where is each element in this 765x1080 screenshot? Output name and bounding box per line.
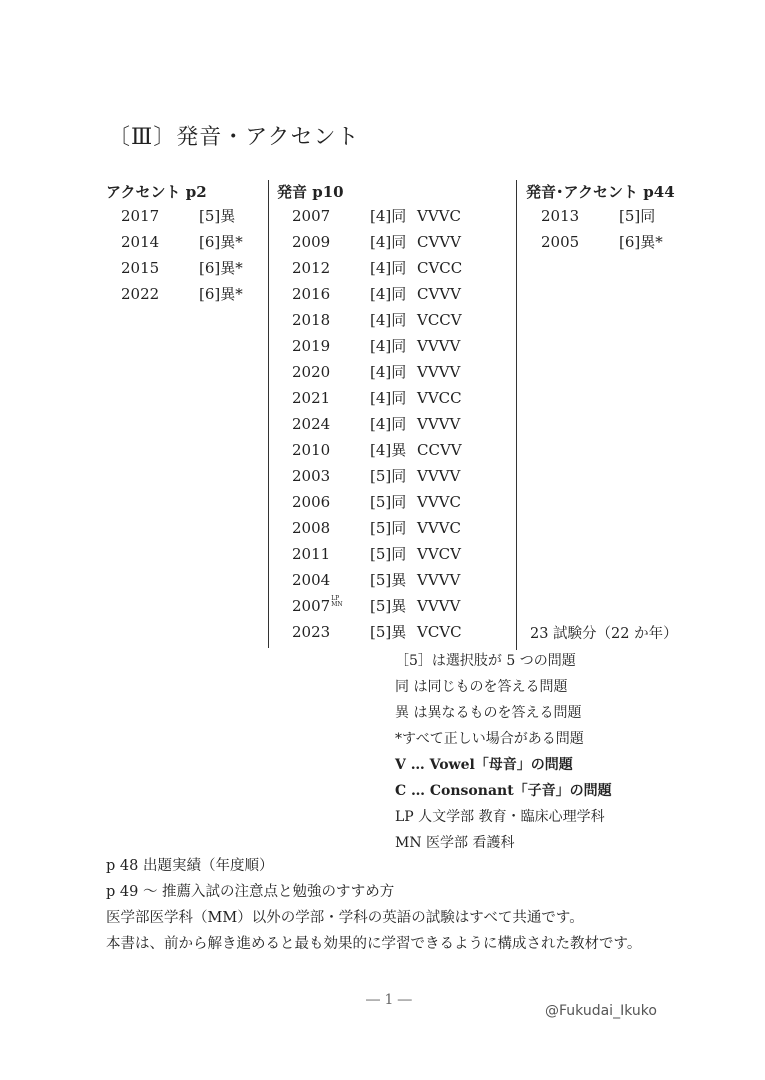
list-item: [292, 437, 512, 463]
faculty-stack: [331, 596, 342, 608]
year: 2019: [292, 337, 331, 355]
year: 2014: [121, 233, 160, 251]
note-line: 医学部医学科（MM）以外の学部・学科の英語の試験はすべて共通です。: [106, 910, 584, 926]
accent-column-header: アクセント p2: [106, 183, 207, 201]
question-code: [5]同: [370, 519, 407, 537]
question-code: [4]同: [370, 389, 407, 407]
question-code: [5]異: [370, 597, 407, 615]
list-item: [292, 593, 512, 619]
sound-pattern: VVCC: [417, 389, 462, 407]
question-code: [5]異: [199, 207, 236, 225]
sound-pattern: VVVC: [417, 207, 461, 225]
year-with-subscript: [292, 593, 343, 619]
pronunciation-accent-list: [541, 203, 691, 255]
sound-pattern: VVVV: [417, 467, 461, 485]
year: 2003: [292, 467, 331, 485]
year: 2009: [292, 233, 331, 251]
sound-pattern: VCVC: [417, 623, 462, 641]
notes: [106, 853, 641, 957]
year: 2018: [292, 311, 331, 329]
list-item: [292, 619, 512, 645]
sound-pattern: VVVV: [417, 363, 461, 381]
question-code: [4]同: [370, 311, 407, 329]
list-item: [292, 463, 512, 489]
sound-pattern: VVVV: [417, 571, 461, 589]
column-divider: [268, 180, 269, 648]
column-divider: [516, 180, 517, 650]
year: 2020: [292, 363, 331, 381]
page-number: ― 1 ―: [366, 992, 412, 1008]
list-item: [292, 385, 512, 411]
year: 2008: [292, 519, 331, 537]
accent-list: [121, 203, 261, 307]
year: 2017: [121, 207, 160, 225]
question-code: [4]同: [370, 207, 407, 225]
year: 2007: [292, 207, 331, 225]
question-code: [5]同: [370, 545, 407, 563]
year: 2005: [541, 233, 580, 251]
sound-pattern: CCVV: [417, 441, 462, 459]
sound-pattern: CVVV: [417, 233, 461, 251]
legend-item: MN 医学部 看護科: [395, 835, 515, 851]
year: 2013: [541, 207, 580, 225]
pronunciation-column-header: 発音 p10: [277, 183, 344, 201]
list-item: [292, 515, 512, 541]
year: 2011: [292, 545, 331, 563]
list-item: [121, 255, 261, 281]
list-item: [121, 281, 261, 307]
list-item: [292, 203, 512, 229]
year: 2015: [121, 259, 160, 277]
sound-pattern: CVCC: [417, 259, 463, 277]
year: 2016: [292, 285, 331, 303]
watermark: @Fukudai_Ikuko: [545, 1003, 657, 1019]
question-code: [4]同: [370, 363, 407, 381]
legend-item: V … Vowel「母音」の問題: [395, 757, 573, 773]
year: 2024: [292, 415, 331, 433]
question-code: [4]同: [370, 259, 407, 277]
list-item: [292, 359, 512, 385]
question-code: [6]異*: [199, 259, 243, 277]
sound-pattern: VVVV: [417, 597, 461, 615]
question-code: [6]異*: [619, 233, 663, 251]
year: 2006: [292, 493, 331, 511]
note-line: p 49 ～ 推薦入試の注意点と勉強のすすめ方: [106, 884, 395, 900]
list-item: [541, 229, 691, 255]
year: 2022: [121, 285, 160, 303]
list-item: [292, 229, 512, 255]
legend: [395, 648, 612, 856]
note-line: p 48 出題実績（年度順）: [106, 858, 274, 874]
pronunciation-list: [292, 203, 512, 645]
question-code: [4]同: [370, 233, 407, 251]
list-item: [292, 255, 512, 281]
list-item: [121, 229, 261, 255]
question-code: [5]同: [619, 207, 656, 225]
legend-item: 同 は同じものを答える問題: [395, 679, 568, 695]
legend-item: *すべて正しい場合がある問題: [395, 731, 584, 747]
list-item: [541, 203, 691, 229]
question-code: [4]異: [370, 441, 407, 459]
sound-pattern: CVVV: [417, 285, 461, 303]
question-code: [5]異: [370, 623, 407, 641]
pronunciation-accent-column-header: 発音･アクセント p44: [526, 183, 675, 201]
faculty-code-top: LP: [331, 595, 340, 602]
legend-item: LP 人文学部 教育・臨床心理学科: [395, 809, 605, 825]
sound-pattern: VVCV: [417, 545, 461, 563]
sound-pattern: VVVC: [417, 493, 461, 511]
legend-item: ［5］は選択肢が 5 つの問題: [395, 653, 576, 669]
list-item: [292, 567, 512, 593]
question-code: [5]同: [370, 493, 407, 511]
question-code: [4]同: [370, 415, 407, 433]
legend-item: C … Consonant「子音」の問題: [395, 783, 612, 799]
sound-pattern: VVVV: [417, 337, 461, 355]
list-item: [121, 203, 261, 229]
faculty-code-bottom: MN: [331, 601, 343, 608]
exam-total: 23 試験分（22 か年）: [530, 626, 678, 642]
legend-item: 異 は異なるものを答える問題: [395, 705, 582, 721]
question-code: [5]同: [370, 467, 407, 485]
question-code: [5]異: [370, 571, 407, 589]
question-code: [6]異*: [199, 285, 243, 303]
year: 2010: [292, 441, 331, 459]
year: 2021: [292, 389, 331, 407]
year: 2012: [292, 259, 331, 277]
list-item: [292, 541, 512, 567]
year: 2007: [292, 597, 331, 615]
question-code: [4]同: [370, 285, 407, 303]
list-item: [292, 281, 512, 307]
sound-pattern: VVVV: [417, 415, 461, 433]
list-item: [292, 489, 512, 515]
list-item: [292, 411, 512, 437]
question-code: [6]異*: [199, 233, 243, 251]
sound-pattern: VCCV: [417, 311, 462, 329]
sound-pattern: VVVC: [417, 519, 461, 537]
list-item: [292, 307, 512, 333]
year: 2023: [292, 623, 331, 641]
question-code: [4]同: [370, 337, 407, 355]
page-title: 〔Ⅲ〕発音・アクセント: [108, 125, 360, 150]
year: 2004: [292, 571, 331, 589]
note-line: 本書は、前から解き進めると最も効果的に学習できるように構成された教材です。: [106, 936, 642, 952]
list-item: [292, 333, 512, 359]
